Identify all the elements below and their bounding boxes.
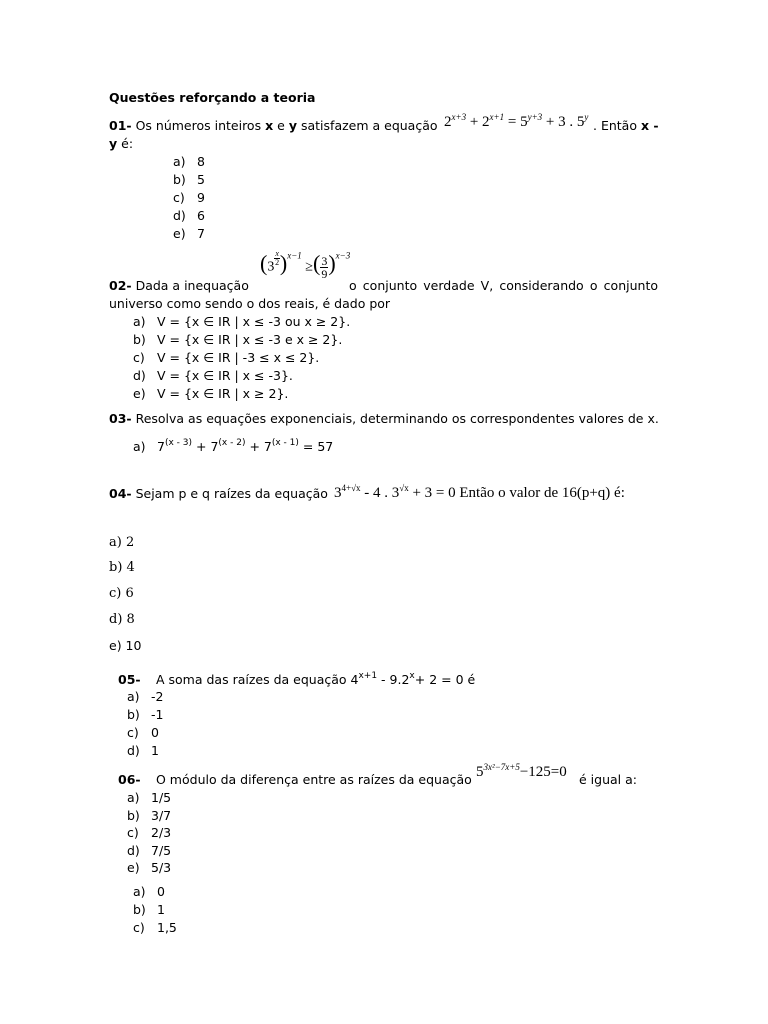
option-item: e) 5/3 [127, 860, 172, 875]
q1-number: 01- [109, 118, 132, 133]
q6-equation: $5^{3x^2-7x+5}-125=0$ [476, 762, 567, 780]
option-item: b) 1 [133, 902, 165, 917]
option-item: c) 2/3 [127, 825, 172, 840]
option-item: c) V = {x ∈ IR | -3 ≤ x ≤ 2}. [133, 350, 320, 365]
section-title: Questões reforçando a teoria [109, 90, 316, 105]
option-item: c) 9 [173, 190, 205, 205]
q5-number: 05- [118, 672, 141, 687]
q1-text-is: é: [121, 136, 134, 151]
q4-text-a: Sejam p e q raízes da equação [135, 486, 328, 501]
option-item: d) 6 [173, 208, 205, 223]
option-item: c) 0 [127, 725, 159, 740]
option-item: a) 0 [133, 884, 165, 899]
q3-number: 03- [109, 411, 132, 426]
option-item: e) 7 [173, 226, 205, 241]
option-item: a) 2 [109, 535, 135, 550]
q1-text-b: satisfazem a equação [300, 118, 438, 133]
q2-text-a: Dada a inequação [135, 278, 249, 293]
option-item: a) 8 [173, 154, 205, 169]
q5-text-a: A soma das raízes da equação 4 [156, 672, 359, 687]
q3-equation-a: a) 7$^{(x - 3)}$ + 7$^{(x - 2)}$ + 7$^{(x - 1)}$ = 57 [133, 438, 334, 454]
option-item: b) 5 [173, 172, 205, 187]
q1-var-y: y [288, 118, 297, 133]
q2-number: 02- [109, 278, 132, 293]
q6-text-b: é igual a: [579, 772, 637, 787]
q4-equation: $3^{4+√x} - 4$ . $3^{√x} + 3 = 0$ Então o valor de 16(p+q) é: [334, 483, 625, 501]
option-item: a) 1/5 [127, 790, 172, 805]
q4-number: 04- [109, 486, 132, 501]
q1-text-then: . Então [593, 118, 637, 133]
q1-equation: $2^{x+3} + 2^{x+1} = 5^{y+3} + 3$ . 5$^y$ [444, 112, 589, 130]
q1-var-x: x [265, 118, 274, 133]
option-item: a) -2 [127, 689, 164, 704]
option-item: b) 3/7 [127, 808, 172, 823]
q3-text: Resolva as equações exponenciais, determinando os correspondentes valores de x. [135, 411, 659, 426]
q1-text-and: e [277, 118, 285, 133]
q6-text-a: O módulo da diferença entre as raízes da equação [156, 772, 472, 787]
q1-expr-line1: x - [640, 118, 659, 133]
option-item: b) -1 [127, 707, 164, 722]
q4-text-b: Então o valor de 16(p+q) é: [459, 485, 625, 501]
q2-text-b: o conjunto verdade V, considerando o conjunto [349, 278, 658, 293]
q1-expr-line2: y [109, 136, 118, 151]
option-item: c) 6 [109, 586, 134, 601]
option-item: d) 1 [127, 743, 159, 758]
option-item: d) V = {x ∈ IR | x ≤ -3}. [133, 368, 293, 383]
option-item: d) 8 [109, 612, 135, 627]
option-item: e) 10 [109, 638, 142, 653]
option-item: a) V = {x ∈ IR | x ≤ -3 ou x ≥ 2}. [133, 314, 351, 329]
option-item: e) V = {x ∈ IR | x ≥ 2}. [133, 386, 289, 401]
q1-text-a: Os números inteiros [135, 118, 262, 133]
q5-text-c: + 2 = 0 é [414, 672, 476, 687]
q5-text-b: - 9.2 [381, 672, 410, 687]
q6-number: 06- [118, 772, 141, 787]
option-item: b) V = {x ∈ IR | x ≤ -3 e x ≥ 2}. [133, 332, 343, 347]
q2-inequality: (3 $^{\frac{x}{2}}$ )$^{x-1}$ ≥( $\frac{3}{9}$ )$^{x-3}$ [260, 249, 351, 281]
option-item: b) 4 [109, 560, 135, 575]
option-item: c) 1,5 [133, 920, 177, 935]
option-item: d) 7/5 [127, 843, 172, 858]
q2-text-c: universo como sendo o dos reais, é dado por [109, 296, 391, 311]
